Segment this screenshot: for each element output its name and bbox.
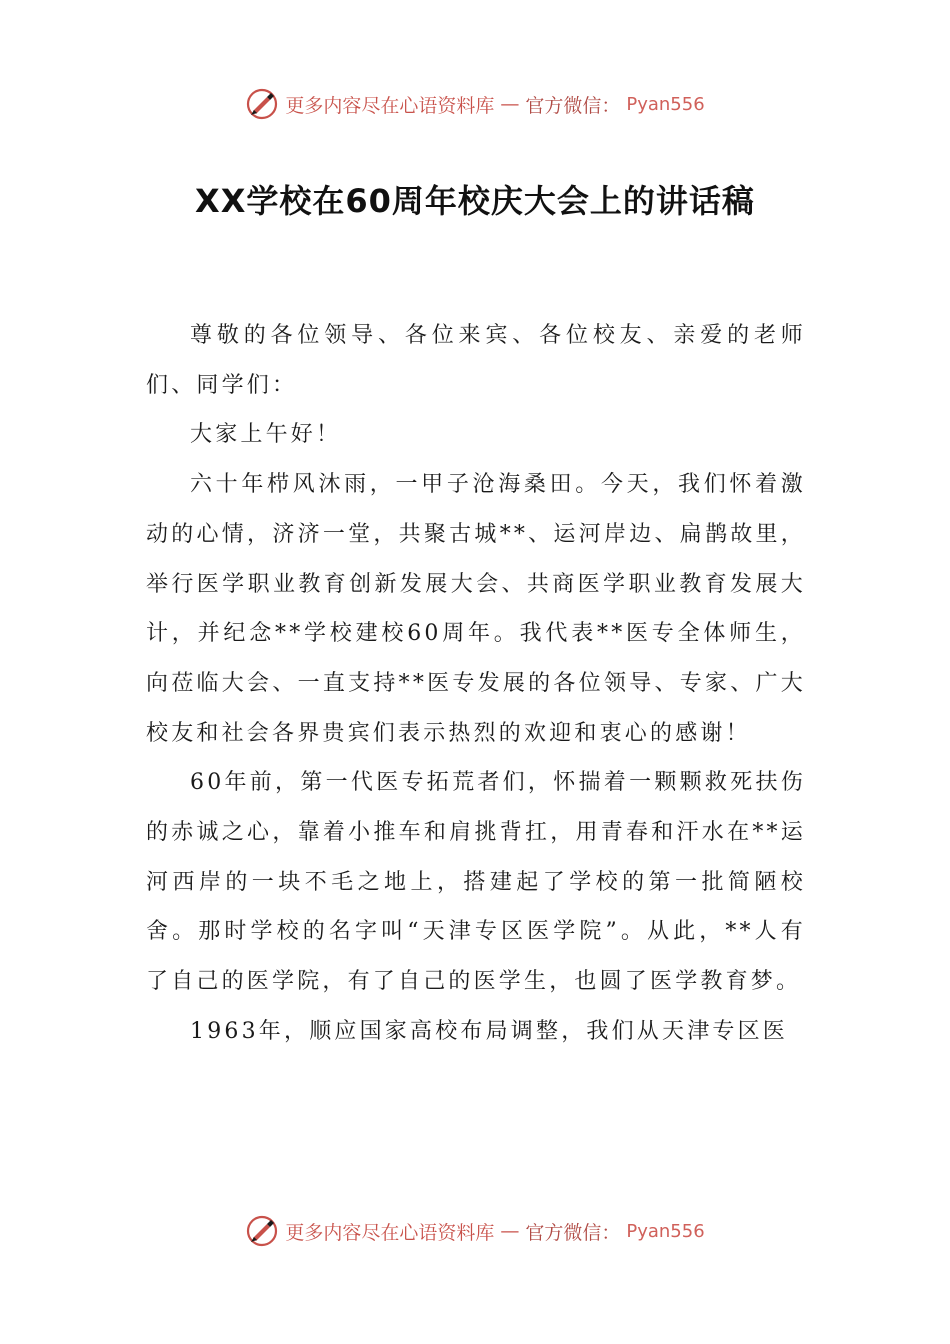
paragraph-history-1963: 1963年，顺应国家高校布局调整，我们从天津专区医 bbox=[190, 1018, 788, 1044]
footer-brand-text: 更多内容尽在心语资料库 bbox=[285, 1221, 495, 1244]
document-body bbox=[146, 311, 806, 1057]
document-title: XX学校在60周年校庆大会上的讲话稿 bbox=[195, 182, 755, 220]
header-banner bbox=[0, 84, 950, 124]
pen-logo-icon bbox=[245, 1214, 279, 1248]
footer-banner bbox=[0, 1211, 950, 1251]
pen-logo-icon bbox=[245, 87, 279, 121]
header-brand-text: 更多内容尽在心语资料库 bbox=[285, 94, 495, 117]
paragraph-greeting: 大家上午好！ bbox=[190, 422, 342, 448]
paragraph-history-founding: 60年前，第一代医专拓荒者们，怀揣着一颗颗救死扶伤的赤诚之心，靠着小推车和肩挑背扛，用青春和汗水在**运河西岸的一块不毛之地上，搭建起了学校的第一批简陋校舍。那时学校的名字叫“天津专区医学院”。从此，**人有了自己的医学院，有了自己的医学生，也圆了医学教育梦。 bbox=[146, 770, 806, 995]
footer-dash: — bbox=[500, 1220, 520, 1242]
header-dash: — bbox=[500, 93, 520, 115]
footer-wechat-label: 官方微信： bbox=[525, 1221, 621, 1244]
header-wechat-label: 官方微信： bbox=[525, 94, 621, 117]
paragraph-salutation: 尊敬的各位领导、各位来宾、各位校友、亲爱的老师们、同学们： bbox=[146, 323, 806, 398]
footer-wechat-id: Pyan556 bbox=[626, 1220, 705, 1242]
header-wechat-id: Pyan556 bbox=[626, 93, 705, 115]
paragraph-welcome: 六十年栉风沐雨，一甲子沧海桑田。今天，我们怀着激动的心情，济济一堂，共聚古城**、运河岸边、扁鹊故里，举行医学职业教育创新发展大会、共商医学职业教育发展大计，并纪念**学校建校60周年。我代表**医专全体师生，向莅临大会、一直支持**医专发展的各位领导、专家、广大校友和社会各界贵宾们表示热烈的欢迎和衷心的感谢！ bbox=[146, 472, 806, 746]
